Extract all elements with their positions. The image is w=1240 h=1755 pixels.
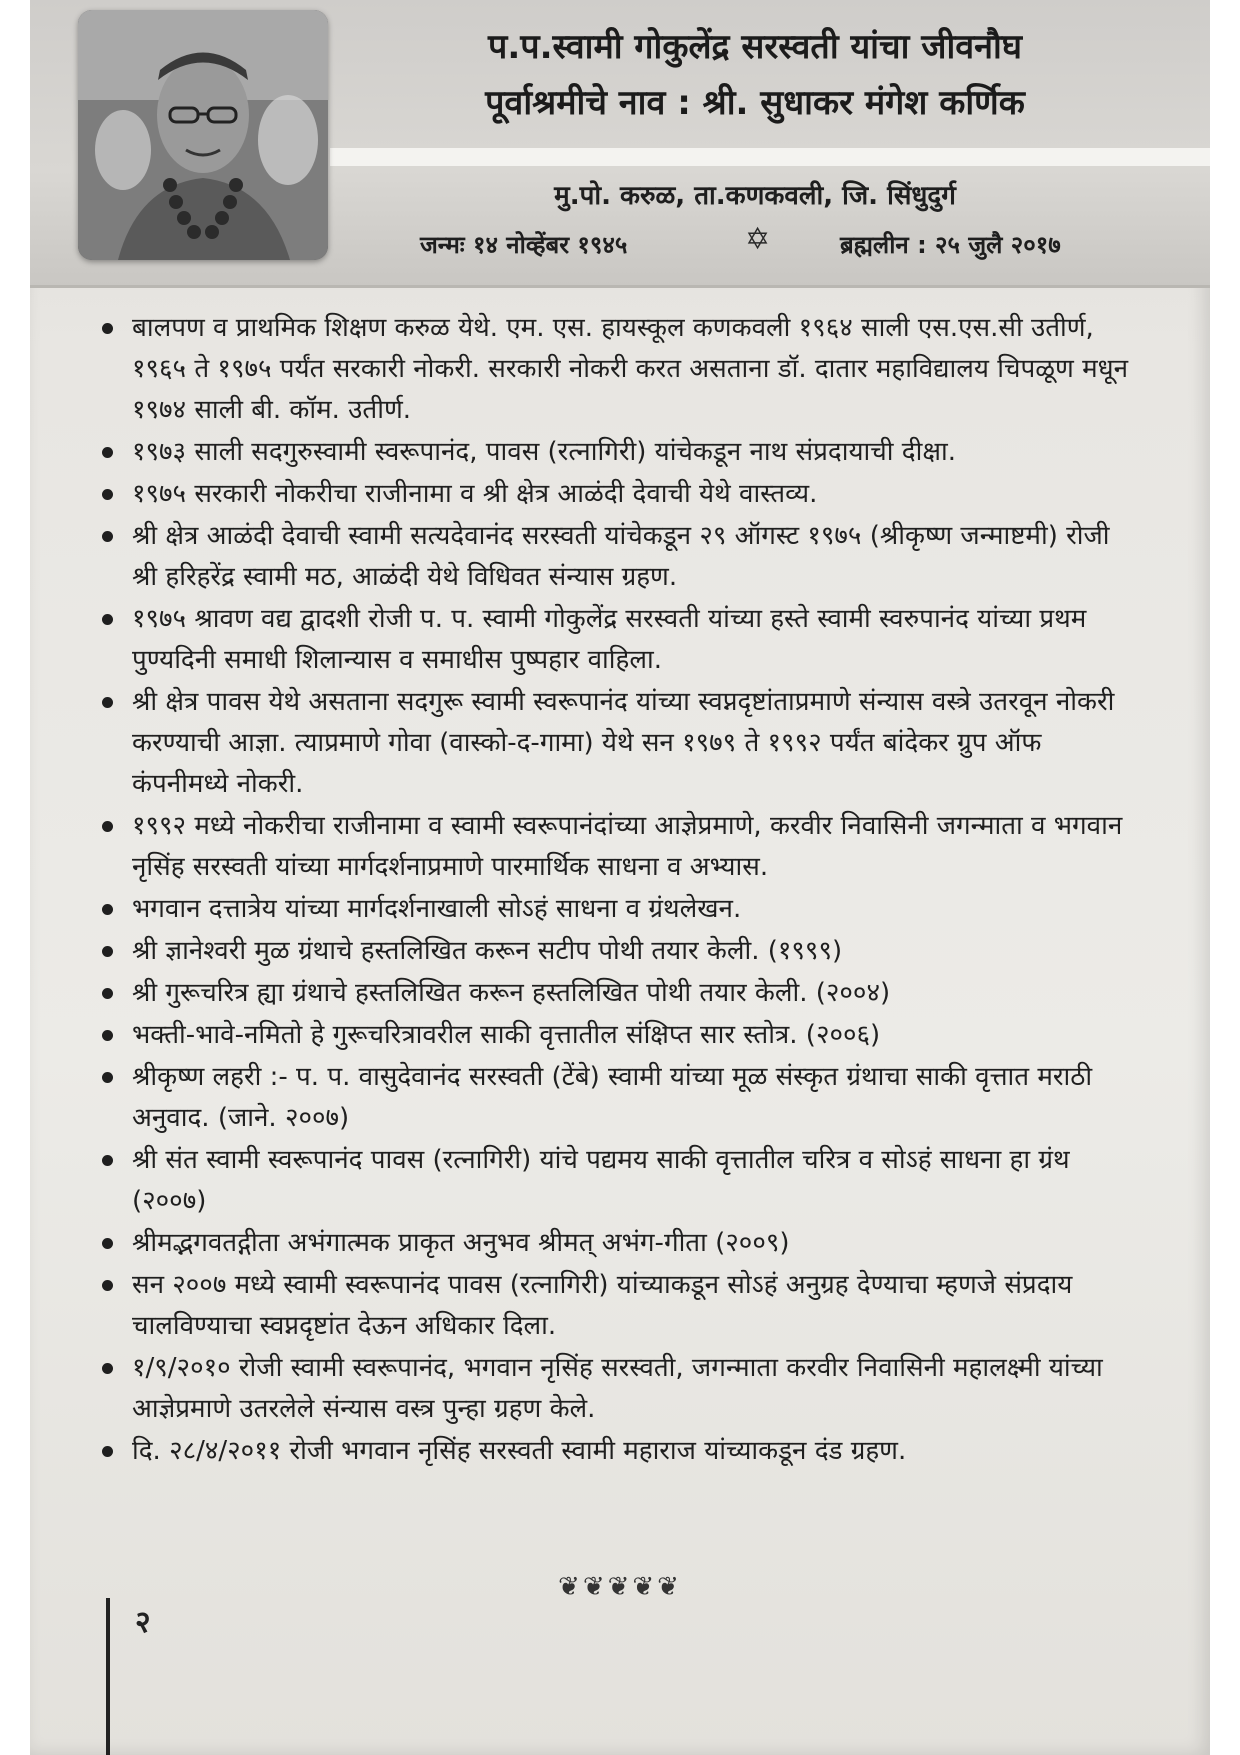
bullet-icon	[102, 988, 113, 999]
bullet-icon	[102, 1155, 113, 1166]
list-item: भगवान दत्तात्रेय यांच्या मार्गदर्शनाखाली सोऽहं साधना व ग्रंथलेखन.	[98, 889, 1138, 930]
bullet-icon	[102, 697, 113, 708]
bullet-icon	[102, 821, 113, 832]
page-margin-line	[106, 1598, 110, 1755]
bullet-icon	[102, 1238, 113, 1249]
bullet-icon	[102, 614, 113, 625]
bullet-icon	[102, 531, 113, 542]
list-item: १९७५ सरकारी नोकरीचा राजीनामा व श्री क्षेत्र आळंदी देवाची येथे वास्तव्य.	[98, 474, 1138, 515]
bullet-icon	[102, 447, 113, 458]
list-item: १९७३ साली सदगुरुस्वामी स्वरूपानंद, पावस (रत्नागिरी) यांचेकडून नाथ संप्रदायाची दीक्षा.	[98, 432, 1138, 473]
list-item: १/९/२०१० रोजी स्वामी स्वरूपानंद, भगवान नृसिंह सरस्वती, जगन्माता करवीर निवासिनी महालक्ष्मी यांच्या आज्ञेप्रमाणे उतरलेले संन्यास वस्त्र पुन्हा ग्रहण केले.	[98, 1348, 1138, 1430]
bullet-icon	[102, 323, 113, 334]
list-item: श्रीकृष्ण लहरी :- प. प. वासुदेवानंद सरस्वती (टेंबे) स्वामी यांच्या मूळ संस्कृत ग्रंथाचा साकी वृत्तात मराठी अनुवाद. (जाने. २००७)	[98, 1057, 1138, 1139]
list-item: १९९२ मध्ये नोकरीचा राजीनामा व स्वामी स्वरूपानंदांच्या आज्ञेप्रमाणे, करवीर निवासिनी जगन्माता व भगवान नृसिंह सरस्वती यांच्या मार्गदर्शनाप्रमाणे पारमार्थिक साधना व अभ्यास.	[98, 806, 1138, 888]
list-item: १९७५ श्रावण वद्य द्वादशी रोजी प. प. स्वामी गोकुलेंद्र सरस्वती यांच्या हस्ते स्वामी स्वरुपानंद यांच्या प्रथम पुण्यदिनी समाधी शिलान्यास व समाधीस पुष्पहार वाहिला.	[98, 599, 1138, 681]
bullet-icon	[102, 1446, 113, 1457]
life-events-list	[98, 308, 1138, 1473]
death-date: ब्रह्मलीन : २५ जुलै २०१७	[840, 231, 1061, 259]
bullet-icon	[102, 1280, 113, 1291]
header-divider-stripe	[330, 148, 1210, 166]
list-item: श्री क्षेत्र आळंदी देवाची स्वामी सत्यदेवानंद सरस्वती यांचेकडून २९ ऑगस्ट १९७५ (श्रीकृष्ण जन्माष्टमी) रोजी श्री हरिहरेंद्र स्वामी मठ, आळंदी येथे विधिवत संन्यास ग्रहण.	[98, 516, 1138, 598]
bullet-icon	[102, 1030, 113, 1041]
list-item: श्री गुरूचरित्र ह्या ग्रंथाचे हस्तलिखित करून हस्तलिखित पोथी तयार केली. (२००४)	[98, 973, 1138, 1014]
list-item: दि. २८/४/२०११ रोजी भगवान नृसिंह सरस्वती स्वामी महाराज यांच्याकडून दंड ग्रहण.	[98, 1431, 1138, 1472]
native-place: मु.पो. करुळ, ता.कणकवली, जि. सिंधुदुर्ग	[554, 181, 956, 211]
bullet-icon	[102, 1072, 113, 1083]
list-item: श्री क्षेत्र पावस येथे असताना सदगुरू स्वामी स्वरूपानंद यांच्या स्वप्नदृष्टांताप्रमाणे संन्यास वस्त्रे उतरवून नोकरी करण्याची आज्ञा. त्याप्रमाणे गोवा (वास्को-द-गामा) येथे सन १९७९ ते १९९२ पर्यंत बांदेकर ग्रुप ऑफ कंपनीमध्ये नोकरी.	[98, 682, 1138, 805]
page-title: प.प.स्वामी गोकुलेंद्र सरस्वती यांचा जीवनौघ	[488, 27, 1022, 67]
bullet-icon	[102, 1363, 113, 1374]
portrait-photo	[78, 10, 328, 260]
footer-ornament-icon: ❦❦❦❦❦	[558, 1572, 682, 1602]
list-item: श्री ज्ञानेश्वरी मुळ ग्रंथाचे हस्तलिखित करून सटीप पोथी तयार केली. (१९९९)	[98, 931, 1138, 972]
bullet-icon	[102, 946, 113, 957]
bullet-icon	[102, 489, 113, 500]
former-name: पूर्वाश्रमीचे नाव : श्री. सुधाकर मंगेश कर्णिक	[485, 83, 1025, 123]
list-item: बालपण व प्राथमिक शिक्षण करुळ येथे. एम. एस. हायस्कूल कणकवली १९६४ साली एस.एस.सी उतीर्ण, १९६५ ते १९७५ पर्यंत सरकारी नोकरी. सरकारी नोकरी करत असताना डॉ. दातार महाविद्यालय चिपळूण मधून १९७४ साली बी. कॉम. उतीर्ण.	[98, 308, 1138, 431]
list-item: श्री संत स्वामी स्वरूपानंद पावस (रत्नागिरी) यांचे पद्यमय साकी वृत्तातील चरित्र व सोऽहं साधना हा ग्रंथ (२००७)	[98, 1140, 1138, 1222]
birth-date: जन्मः १४ नोव्हेंबर १९४५	[420, 231, 628, 259]
page-number: २	[135, 1605, 151, 1640]
star-of-david-icon: ✡	[745, 222, 771, 257]
bullet-icon	[102, 904, 113, 915]
portrait-illustration	[78, 10, 328, 260]
list-item: भक्ती-भावे-नमितो हे गुरूचरित्रावरील साकी वृत्तातील संक्षिप्त सार स्तोत्र. (२००६)	[98, 1015, 1138, 1056]
list-item: सन २००७ मध्ये स्वामी स्वरूपानंद पावस (रत्नागिरी) यांच्याकडून सोऽहं अनुग्रह देण्याचा म्हणजे संप्रदाय चालविण्याचा स्वप्नदृष्टांत देऊन अधिकार दिला.	[98, 1265, 1138, 1347]
list-item: श्रीमद्भगवतद्गीता अभंगात्मक प्राकृत अनुभव श्रीमत् अभंग-गीता (२००९)	[98, 1223, 1138, 1264]
